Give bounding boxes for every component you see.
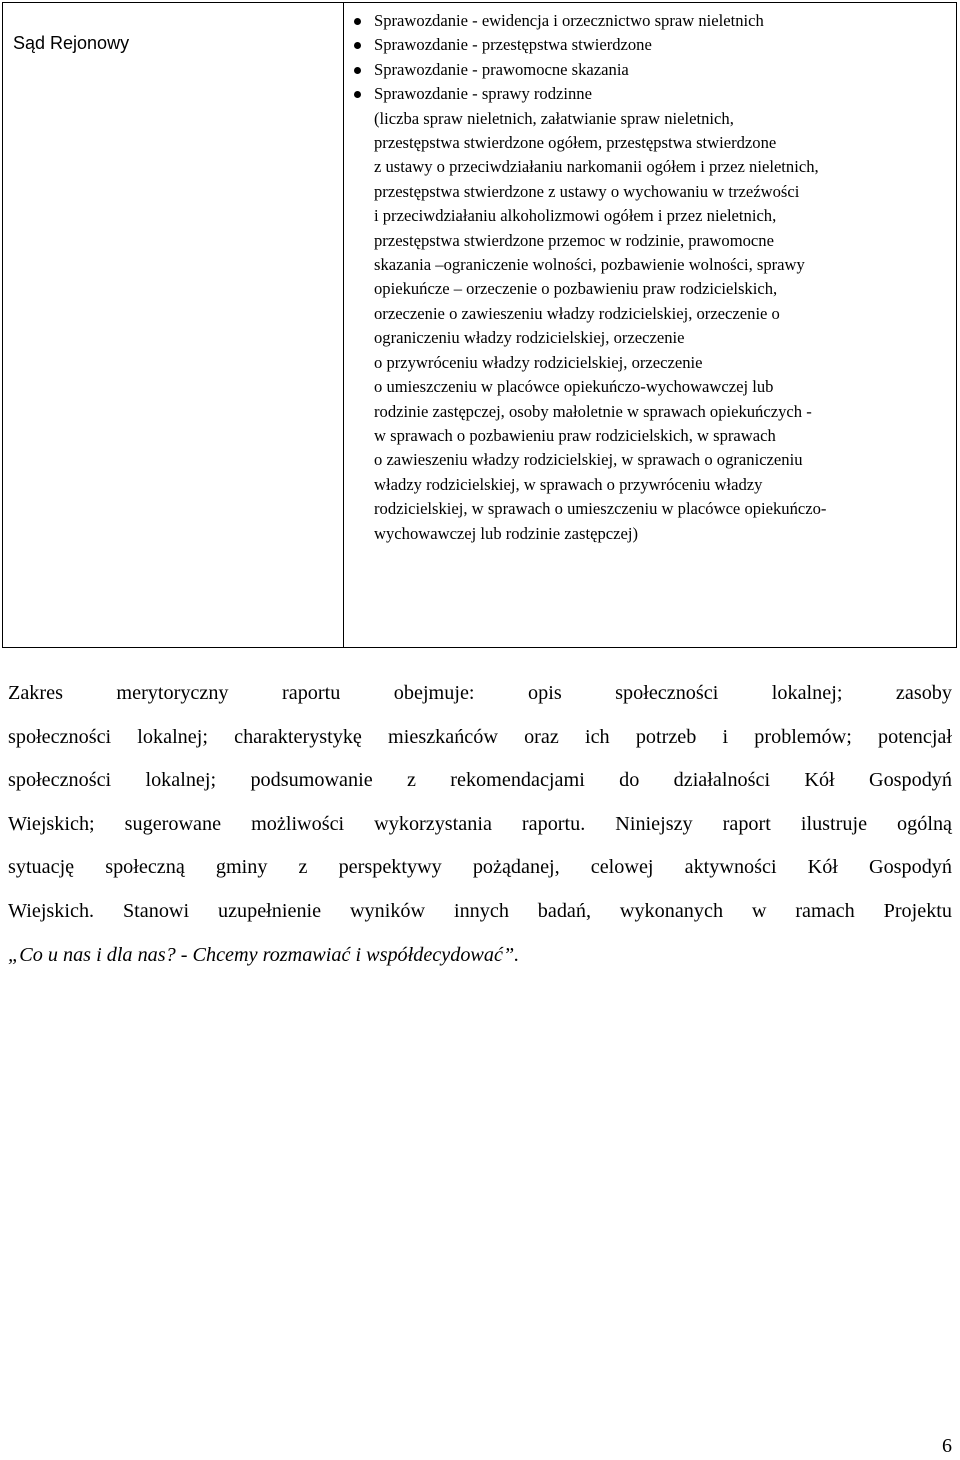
paragraph-line: [8, 934, 952, 978]
note-line: przestępstwa stwierdzone przemoc w rodzinie, prawomocne: [374, 230, 774, 250]
note-line: wychowawczej lub rodzinie zastępczej): [374, 523, 638, 543]
note-line: rodzicielskiej, w sprawach o umieszczeniu w placówce opiekuńczo-: [374, 499, 827, 519]
page-number: 6: [942, 1435, 952, 1457]
note-line: władzy rodzicielskiej, w sprawach o przywróceniu władzy: [374, 474, 763, 494]
note-line: i przeciwdziałaniu alkoholizmowi ogółem i przez nieletnich,: [374, 206, 777, 226]
list-item: Sprawozdanie - przestępstwa stwierdzone: [352, 33, 948, 57]
paragraph-line: sytuację społeczną gminy z perspektywy pożądanej, celowej aktywności Kół Gospodyń: [8, 856, 952, 879]
table-row: [3, 3, 957, 648]
note-line: o przywróceniu władzy rodzicielskiej, orzeczenie: [374, 352, 703, 372]
list-item: Sprawozdanie - prawomocne skazania: [352, 58, 948, 82]
list-item: Sprawozdanie - ewidencja i orzecznictwo spraw nieletnich: [352, 9, 948, 33]
note-line: przestępstwa stwierdzone ogółem, przestępstwa stwierdzone: [374, 133, 777, 153]
report-scope-paragraph: [8, 672, 952, 977]
note-line: z ustawy o przeciwdziałaniu narkomanii ogółem i przez nieletnich,: [374, 157, 819, 177]
bullet-icon: [354, 91, 361, 98]
note-line: o umieszczeniu w placówce opiekuńczo-wychowawczej lub: [374, 377, 774, 397]
report-details-note: [344, 107, 956, 546]
bullet-icon: [354, 18, 361, 25]
bullet-icon: [354, 42, 361, 49]
institution-cell: [3, 3, 344, 648]
note-line: w sprawach o pozbawieniu praw rodzicielskich, w sprawach: [374, 425, 776, 445]
institution-label: Sąd Rejonowy: [13, 33, 130, 53]
bullet-icon: [354, 67, 361, 74]
list-item: Sprawozdanie - sprawy rodzinne: [352, 82, 948, 106]
note-line: orzeczenie o zawieszeniu władzy rodzicielskiej, orzeczenie o: [374, 303, 780, 323]
paragraph-line: Wiejskich. Stanowi uzupełnienie wyników innych badań, wykonanych w ramach Projektu: [8, 899, 952, 922]
report-list: [344, 3, 956, 107]
note-line: przestępstwa stwierdzone z ustawy o wychowaniu w trzeźwości: [374, 181, 800, 201]
note-line: (liczba spraw nieletnich, załatwianie spraw nieletnich,: [374, 108, 734, 128]
paragraph-line: społeczności lokalnej; podsumowanie z rekomendacjami do działalności Kół Gospodyń: [8, 769, 952, 792]
paragraph-line: Wiejskich; sugerowane możliwości wykorzystania raportu. Niniejszy raport ilustruje ogólną: [8, 812, 952, 835]
project-title: „Co u nas i dla nas? - Chcemy rozmawiać i współdecydować”.: [8, 943, 520, 966]
note-line: skazania –ograniczenie wolności, pozbawienie wolności, sprawy: [374, 255, 805, 275]
paragraph-line: Zakres merytoryczny raportu obejmuje: opis społeczności lokalnej; zasoby: [8, 682, 952, 704]
note-line: rodzinie zastępczej, osoby małoletnie w sprawach opiekuńczych -: [374, 401, 812, 421]
note-line: ograniczeniu władzy rodzicielskiej, orzeczenie: [374, 328, 685, 348]
sources-table: [2, 2, 957, 648]
reports-cell: [344, 3, 957, 648]
note-line: o zawieszeniu władzy rodzicielskiej, w sprawach o ograniczeniu: [374, 450, 803, 470]
note-line: opiekuńcze – orzeczenie o pozbawieniu praw rodzicielskich,: [374, 279, 778, 299]
paragraph-line: społeczności lokalnej; charakterystykę mieszkańców oraz ich potrzeb i problemów; potencjał: [8, 725, 952, 748]
